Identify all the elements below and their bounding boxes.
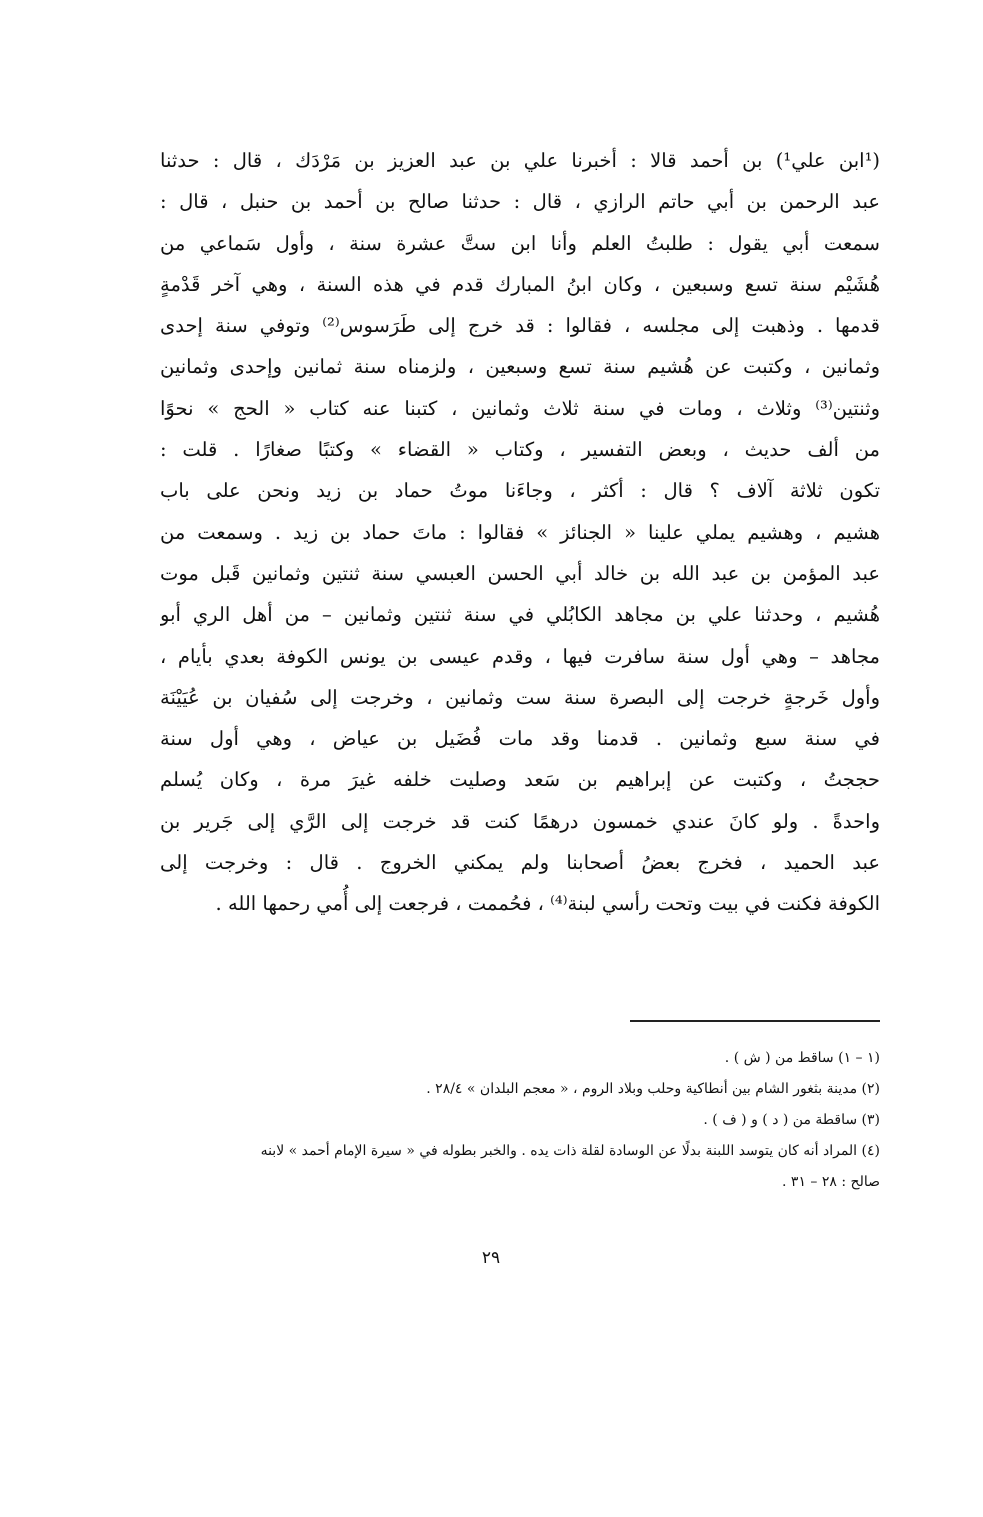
footnote-line: صالح : ٢٨ – ٣١ .	[782, 1174, 880, 1190]
text-line: وثنتين⁽³⁾ وثلاث ، ومات في سنة ثلاث وثمانين ، كتبنا عنه كتاب « الحج » نحوًا	[160, 396, 880, 420]
text-line: حججتُ ، وكتبت عن إبراهيم بن سَعد وصليت خلفه غيرَ مرة ، وكان يُسلم	[160, 768, 880, 792]
text-line: من ألف حديث ، وبعض التفسير ، وكتاب « القضاء » وكتبًا صغارًا . قلت :	[160, 438, 880, 462]
page-number: ٢٩	[481, 1248, 501, 1268]
text-line: سمعت أبي يقول : طلبتُ العلم وأنا ابن ستَّ عشرة سنة ، وأول سَماعي من	[160, 231, 880, 255]
footnote-line: (٤) المراد أنه كان يتوسد اللبنة بدلًا عن الوسادة لقلة ذات يده . والخبر بطوله في « سيرة الإمام أحمد » لابنه	[260, 1143, 880, 1159]
text-line: وأول خَرجةٍ خرجت إلى البصرة سنة ست وثمانين ، وخرجت إلى سُفيان بن عُيَيْنَة	[160, 685, 880, 709]
footnote-line: (٣) ساقطة من ( د ) و ( ف ) .	[703, 1112, 880, 1128]
text-line: عبد المؤمن بن عبد الله بن خالد أبي الحسن العبسي سنة ثنتين وثمانين قَبل موت	[160, 561, 880, 585]
footnotes-block	[160, 1043, 880, 1198]
footnote-line: (١ – ١) ساقط من ( ش ) .	[724, 1050, 880, 1066]
text-line: وثمانين ، وكتبت عن هُشيم سنة تسع وسبعين ، ولزمناه سنة ثمانين وإحدى وثمانين	[160, 355, 880, 379]
text-line: عبد الرحمن بن أبي حاتم الرازي ، قال : حدثنا صالح بن أحمد بن حنبل ، قال :	[160, 190, 880, 214]
text-line: الكوفة فكنت في بيت وتحت رأسي لبنة⁽⁴⁾ ، فحُممت ، فرجعت إلى أُمي رحمها الله .	[215, 892, 880, 916]
text-line: عبد الحميد ، فخرج بعضُ أصحابنا ولم يمكني الخروج . قال : وخرجت إلى	[160, 851, 880, 875]
text-line: واحدةً . ولو كانَ عندي خمسون درهمًا كنت قد خرجت إلى الرَّي إلى جَرير بن	[160, 809, 880, 833]
footnote-separator	[630, 1020, 880, 1022]
text-line: (¹ابن علي¹) بن أحمد قالا : أخبرنا علي بن عبد العزيز بن مَرْدَك ، قال : حدثنا	[160, 149, 880, 172]
main-text-block	[160, 140, 880, 925]
text-line: مجاهد – وهي أول سنة سافرت فيها ، وقدم عيسى بن يونس الكوفة بعدي بأيام ،	[160, 644, 880, 668]
text-line: في سنة سبع وثمانين . قدمنا وقد مات فُضَيل بن عياض ، وهي أول سنة	[160, 727, 880, 751]
text-line: قدمها . وذهبت إلى مجلسه ، فقالوا : قد خرج إلى طَرَسوس⁽²⁾ وتوفي سنة إحدى	[160, 314, 880, 338]
footnote-line: (٢) مدينة بثغور الشام بين أنطاكية وحلب وبلاد الروم ، « معجم البلدان » ٢٨/٤ .	[426, 1081, 880, 1097]
text-line: تكون ثلاثة آلاف ؟ قال : أكثر ، وجاءَنا موتُ حماد بن زيد ونحن على باب	[160, 479, 880, 503]
text-line: هشيم ، وهشيم يملي علينا « الجنائز » فقالوا : ماتَ حماد بن زيد . وسمعت من	[160, 520, 880, 544]
text-line: هُشَيْم سنة تسع وسبعين ، وكان ابنُ المبارك قدم في هذه السنة ، وهي آخر قَدْمةٍ	[160, 272, 880, 296]
text-line: هُشيم ، وحدثنا علي بن مجاهد الكابُلي في سنة ثنتين وثمانين – من أهل الري أبو	[160, 603, 880, 627]
